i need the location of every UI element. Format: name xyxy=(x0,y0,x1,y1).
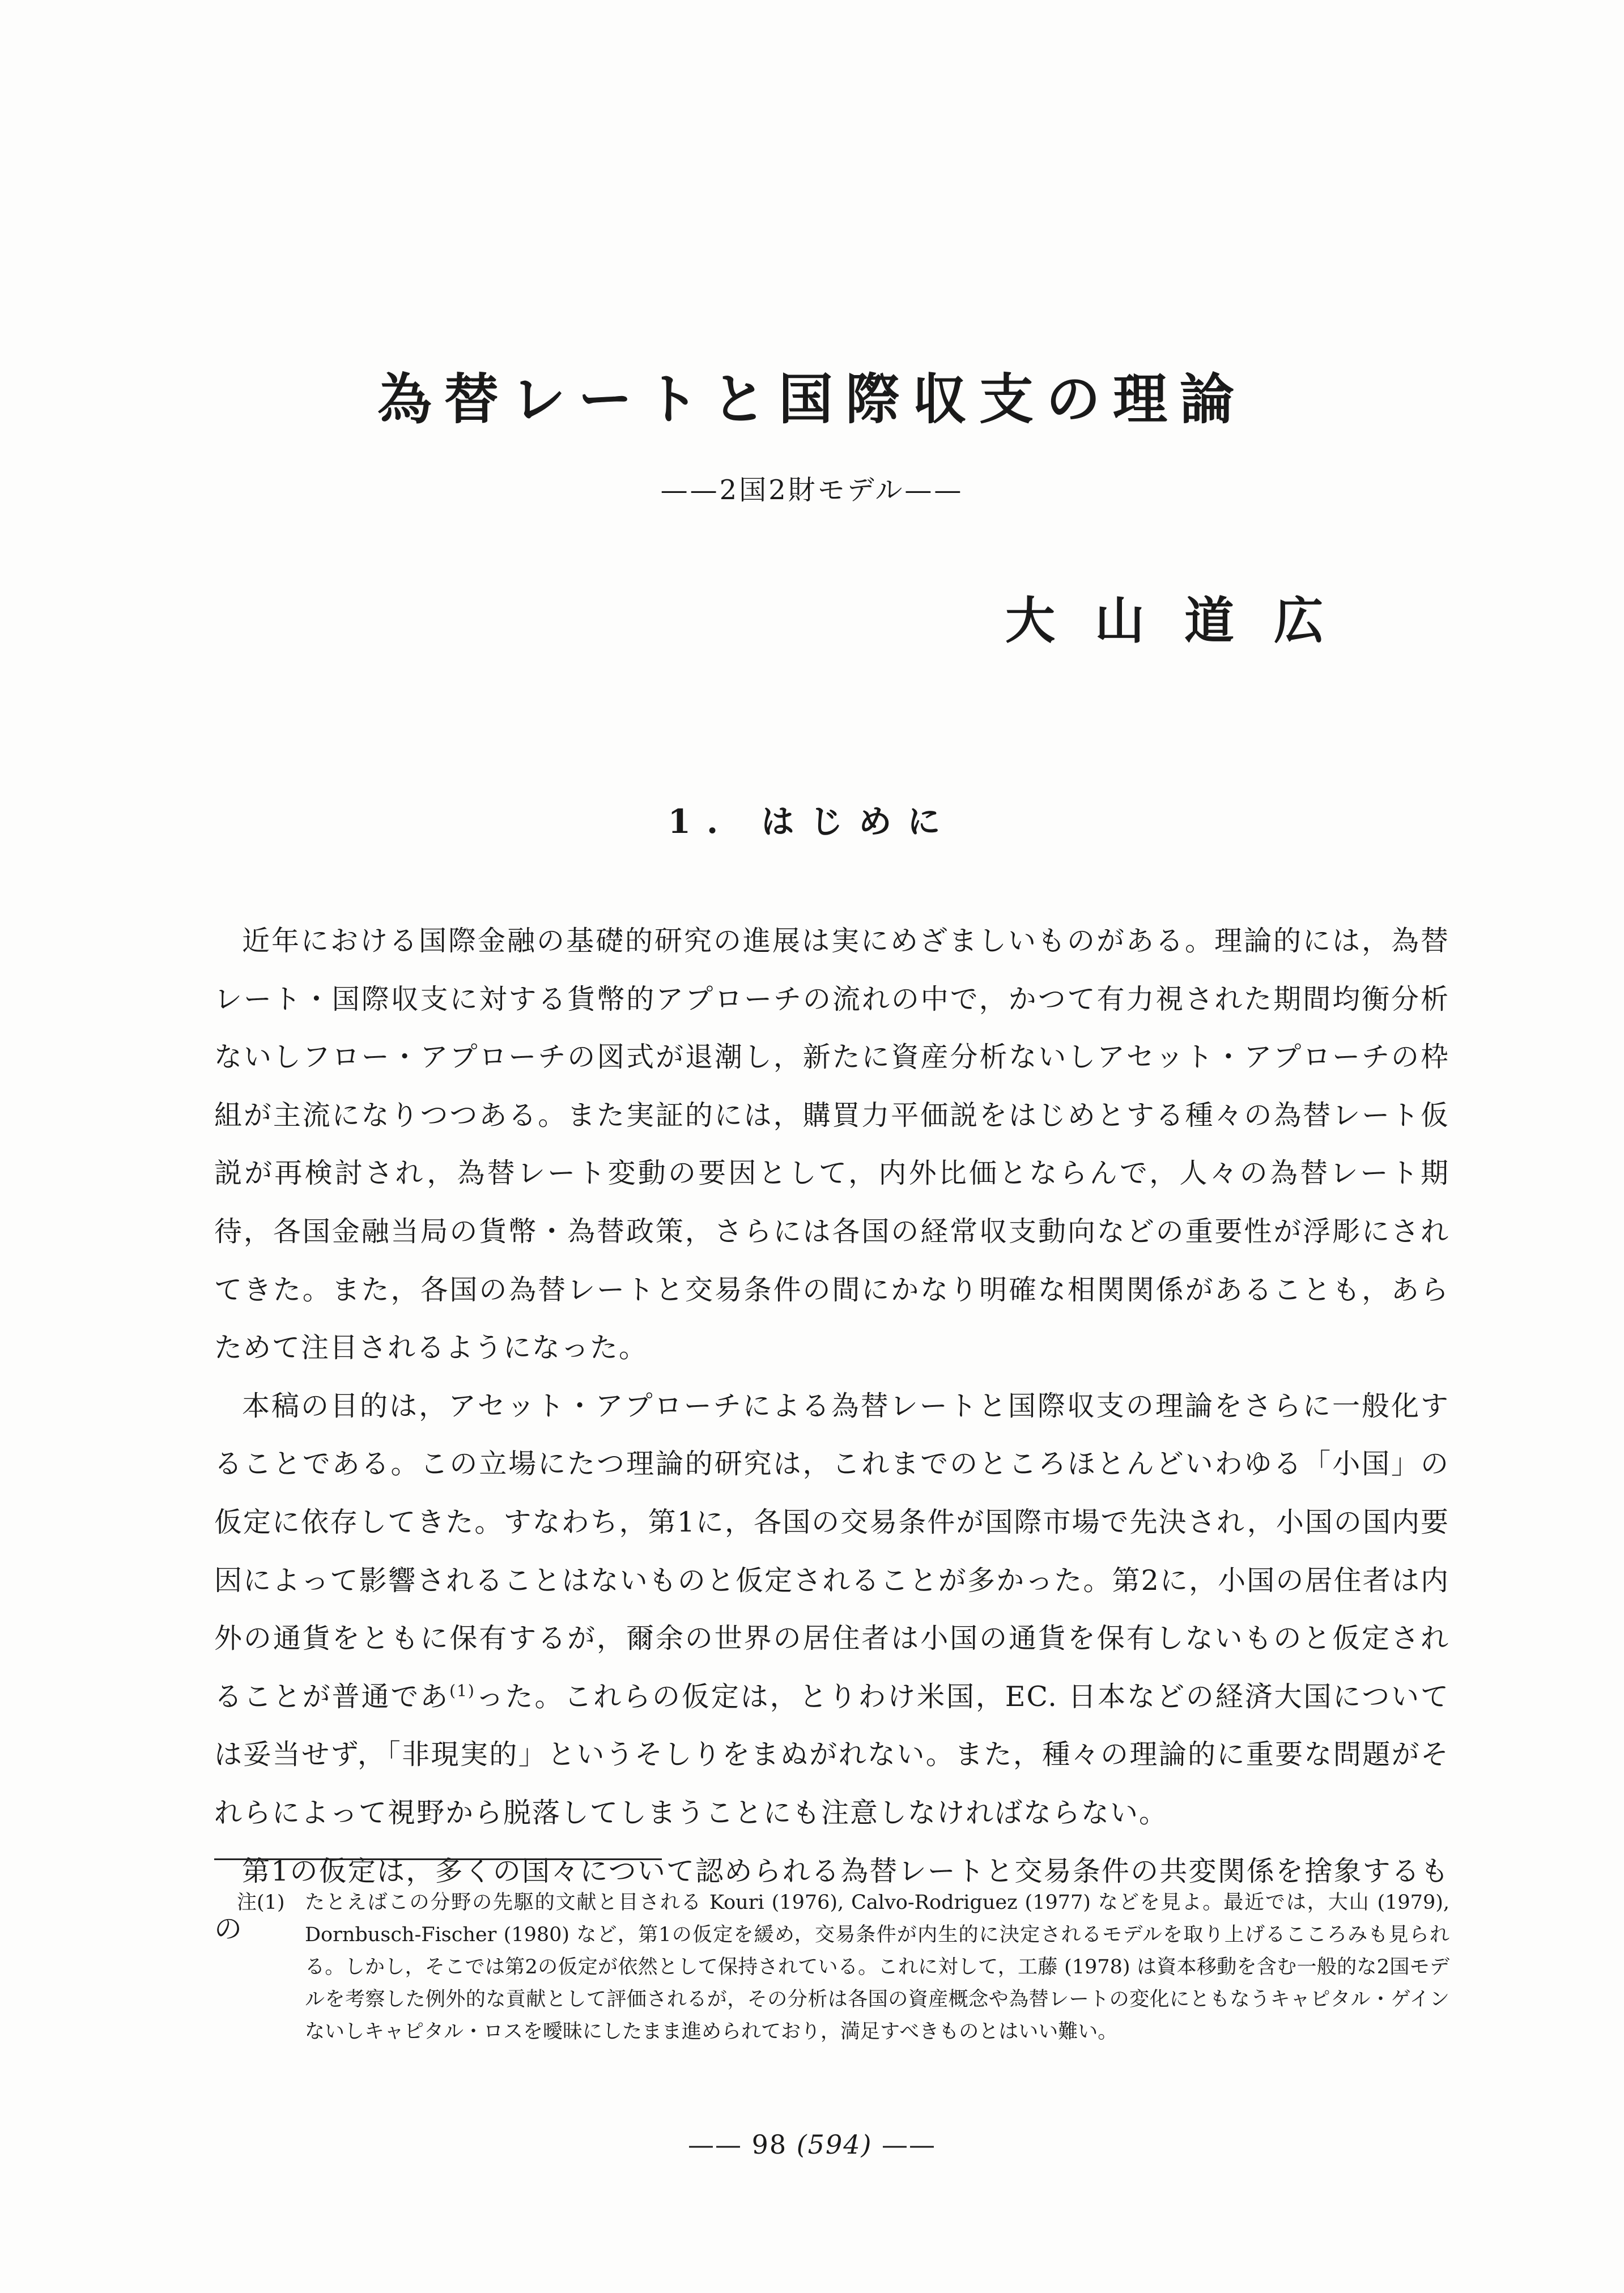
paragraph-purpose-continued: った。これらの仮定は，とりわけ米国，EC. 日本などの経済大国については妥当せず，「非現実的」というそしりをまぬがれない。また，種々の理論的に重要な問題がそれらによって視野から脱落してしまうことにも注意しなければならない。 xyxy=(214,1680,1449,1829)
article-subtitle: ——2国2財モデル—— xyxy=(660,474,964,506)
article-title: 為替レートと国際収支の理論 xyxy=(377,367,1247,431)
footnote-reference[interactable]: (1) xyxy=(449,1681,475,1700)
footnote-label: 注(1) xyxy=(237,1891,285,1914)
body-text xyxy=(214,912,1449,1959)
paragraph-intro: 近年における国際金融の基礎的研究の進展は実にめざましいものがある。理論的には，為替レート・国際収支に対する貨幣的アプローチの流れの中で，かつて有力視された期間均衡分析ないしフロー・アプローチの図式が退潮し，新たに資産分析ないしアセット・アプローチの枠組が主流になりつつある。また実証的には，購買力平価説をはじめとする種々の為替レート仮説が再検討され，為替レート変動の要因として，内外比価とならんで，人々の為替レート期待，各国金融当局の貨幣・為替政策，さらには各国の経常収支動向などの重要性が浮彫にされてきた。また，各国の為替レートと交易条件の間にかなり明確な相関関係があることも，あらためて注目されるようになった。 xyxy=(214,925,1449,1364)
page-footer xyxy=(0,2128,1624,2162)
paragraph-purpose-text: 本稿の目的は，アセット・アプローチによる為替レートと国際収支の理論をさらに一般化することである。この立場にたつ理論的研究は，これまでのところほとんどいわゆる「小国」の仮定に依存してきた。すなわち，第1に，各国の交易条件が国際市場で先決され，小国の国内要因によって影響されることはないものと仮定されることが多かった。第2に，小国の居住者は内外の通貨をともに保有するが，爾余の世界の居住者は小国の通貨を保有しないものと仮定されることが普通であ xyxy=(214,1389,1449,1713)
page-number: 98 xyxy=(751,2129,788,2160)
page-dash-left: —— xyxy=(687,2129,752,2160)
footnote xyxy=(214,1887,1449,2048)
page-dash-right: —— xyxy=(872,2129,937,2160)
paragraph-purpose xyxy=(214,1377,1449,1843)
section-heading: 1. はじめに xyxy=(668,802,956,841)
author-name: 大山道広 xyxy=(1005,591,1363,650)
page-sequence: (594) xyxy=(796,2129,873,2160)
footnote-divider xyxy=(214,1858,662,1860)
footnote-text: たとえばこの分野の先駆的文献と目される Kouri (1976), Calvo-Rodriguez (1977) などを見よ。最近では，大山 (1979), Dornbusch-Fischer (1980) など，第1の仮定を緩め，交易条件が内生的に決定されるモデルを取り上げるこころみも見られる。しかし，そこでは第2の仮定が依然として保持されている。これに対して，工藤 (1978) は資本移動を含む一般的な2国モデルを考察した例外的な貢献として評価されるが，その分析は各国の資産概念や為替レートの変化にともなうキャピタル・ゲインないしキャピタル・ロスを曖昧にしたまま進められており，満足すべきものとはいい難い。 xyxy=(305,1891,1449,2043)
paragraph-first-assumption: 第1の仮定は，多くの国々について認められる為替レートと交易条件の共変関係を捨象するもの xyxy=(214,1854,1449,1946)
